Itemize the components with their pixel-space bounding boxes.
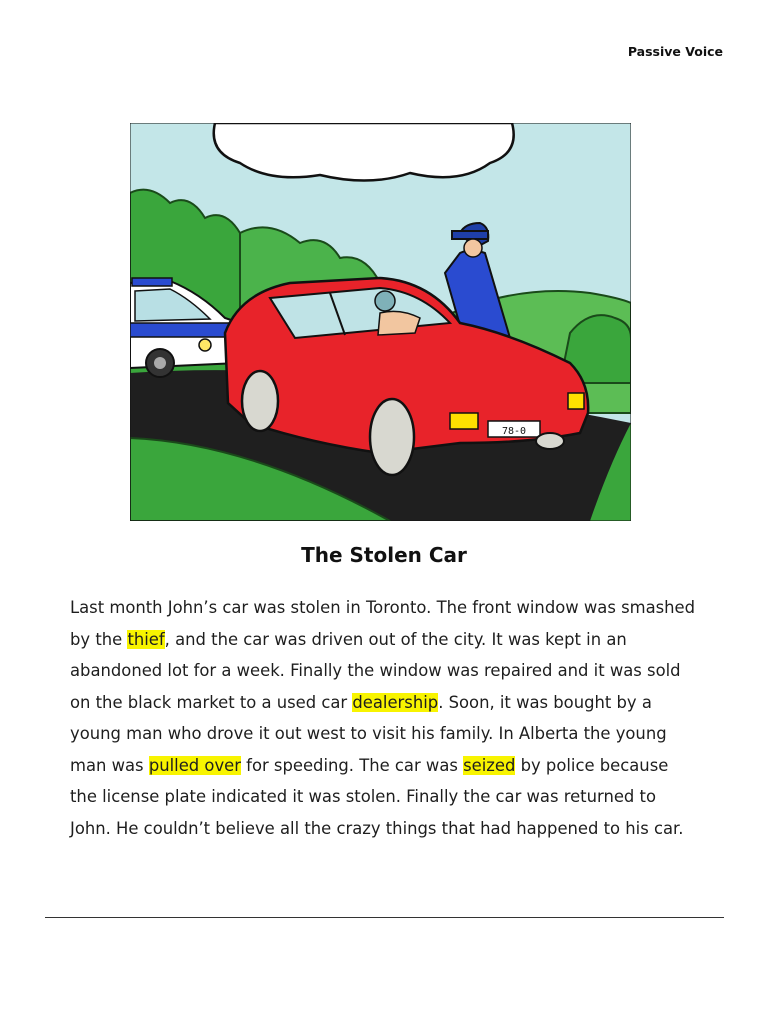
- license-plate-text: 78-0: [501, 426, 527, 437]
- story-text: Last month John’s car was stolen in Toronto. The front window was smashed by the: [70, 598, 696, 649]
- highlighted-word: pulled over: [148, 755, 241, 775]
- story-title: The Stolen Car: [301, 543, 467, 567]
- story-text: . Soon, it was bought by a young man who drove it out west to visit his family. In Alberta the young man was: [70, 692, 667, 775]
- thought-cloud-icon: [214, 123, 514, 181]
- story-paragraph: [70, 592, 700, 844]
- highlighted-word: dealership: [352, 692, 439, 712]
- story-text: for speeding. The car was: [240, 755, 464, 775]
- highlighted-word: seized: [463, 755, 516, 775]
- story-text: by police because the license plate indicated it was stolen. Finally the car was returned to John. He couldn’t believe all the crazy things that had happened to his car.: [70, 755, 684, 838]
- header-label: Passive Voice: [627, 44, 723, 59]
- story-text: , and the car was driven out of the city. It was kept in an abandoned lot for a week. Finally the window was repaired and it was sold on the black market to a used car: [70, 629, 681, 712]
- highlighted-word: thief: [127, 629, 165, 649]
- stolen-car-illustration: [130, 123, 631, 521]
- divider-line: [45, 917, 724, 918]
